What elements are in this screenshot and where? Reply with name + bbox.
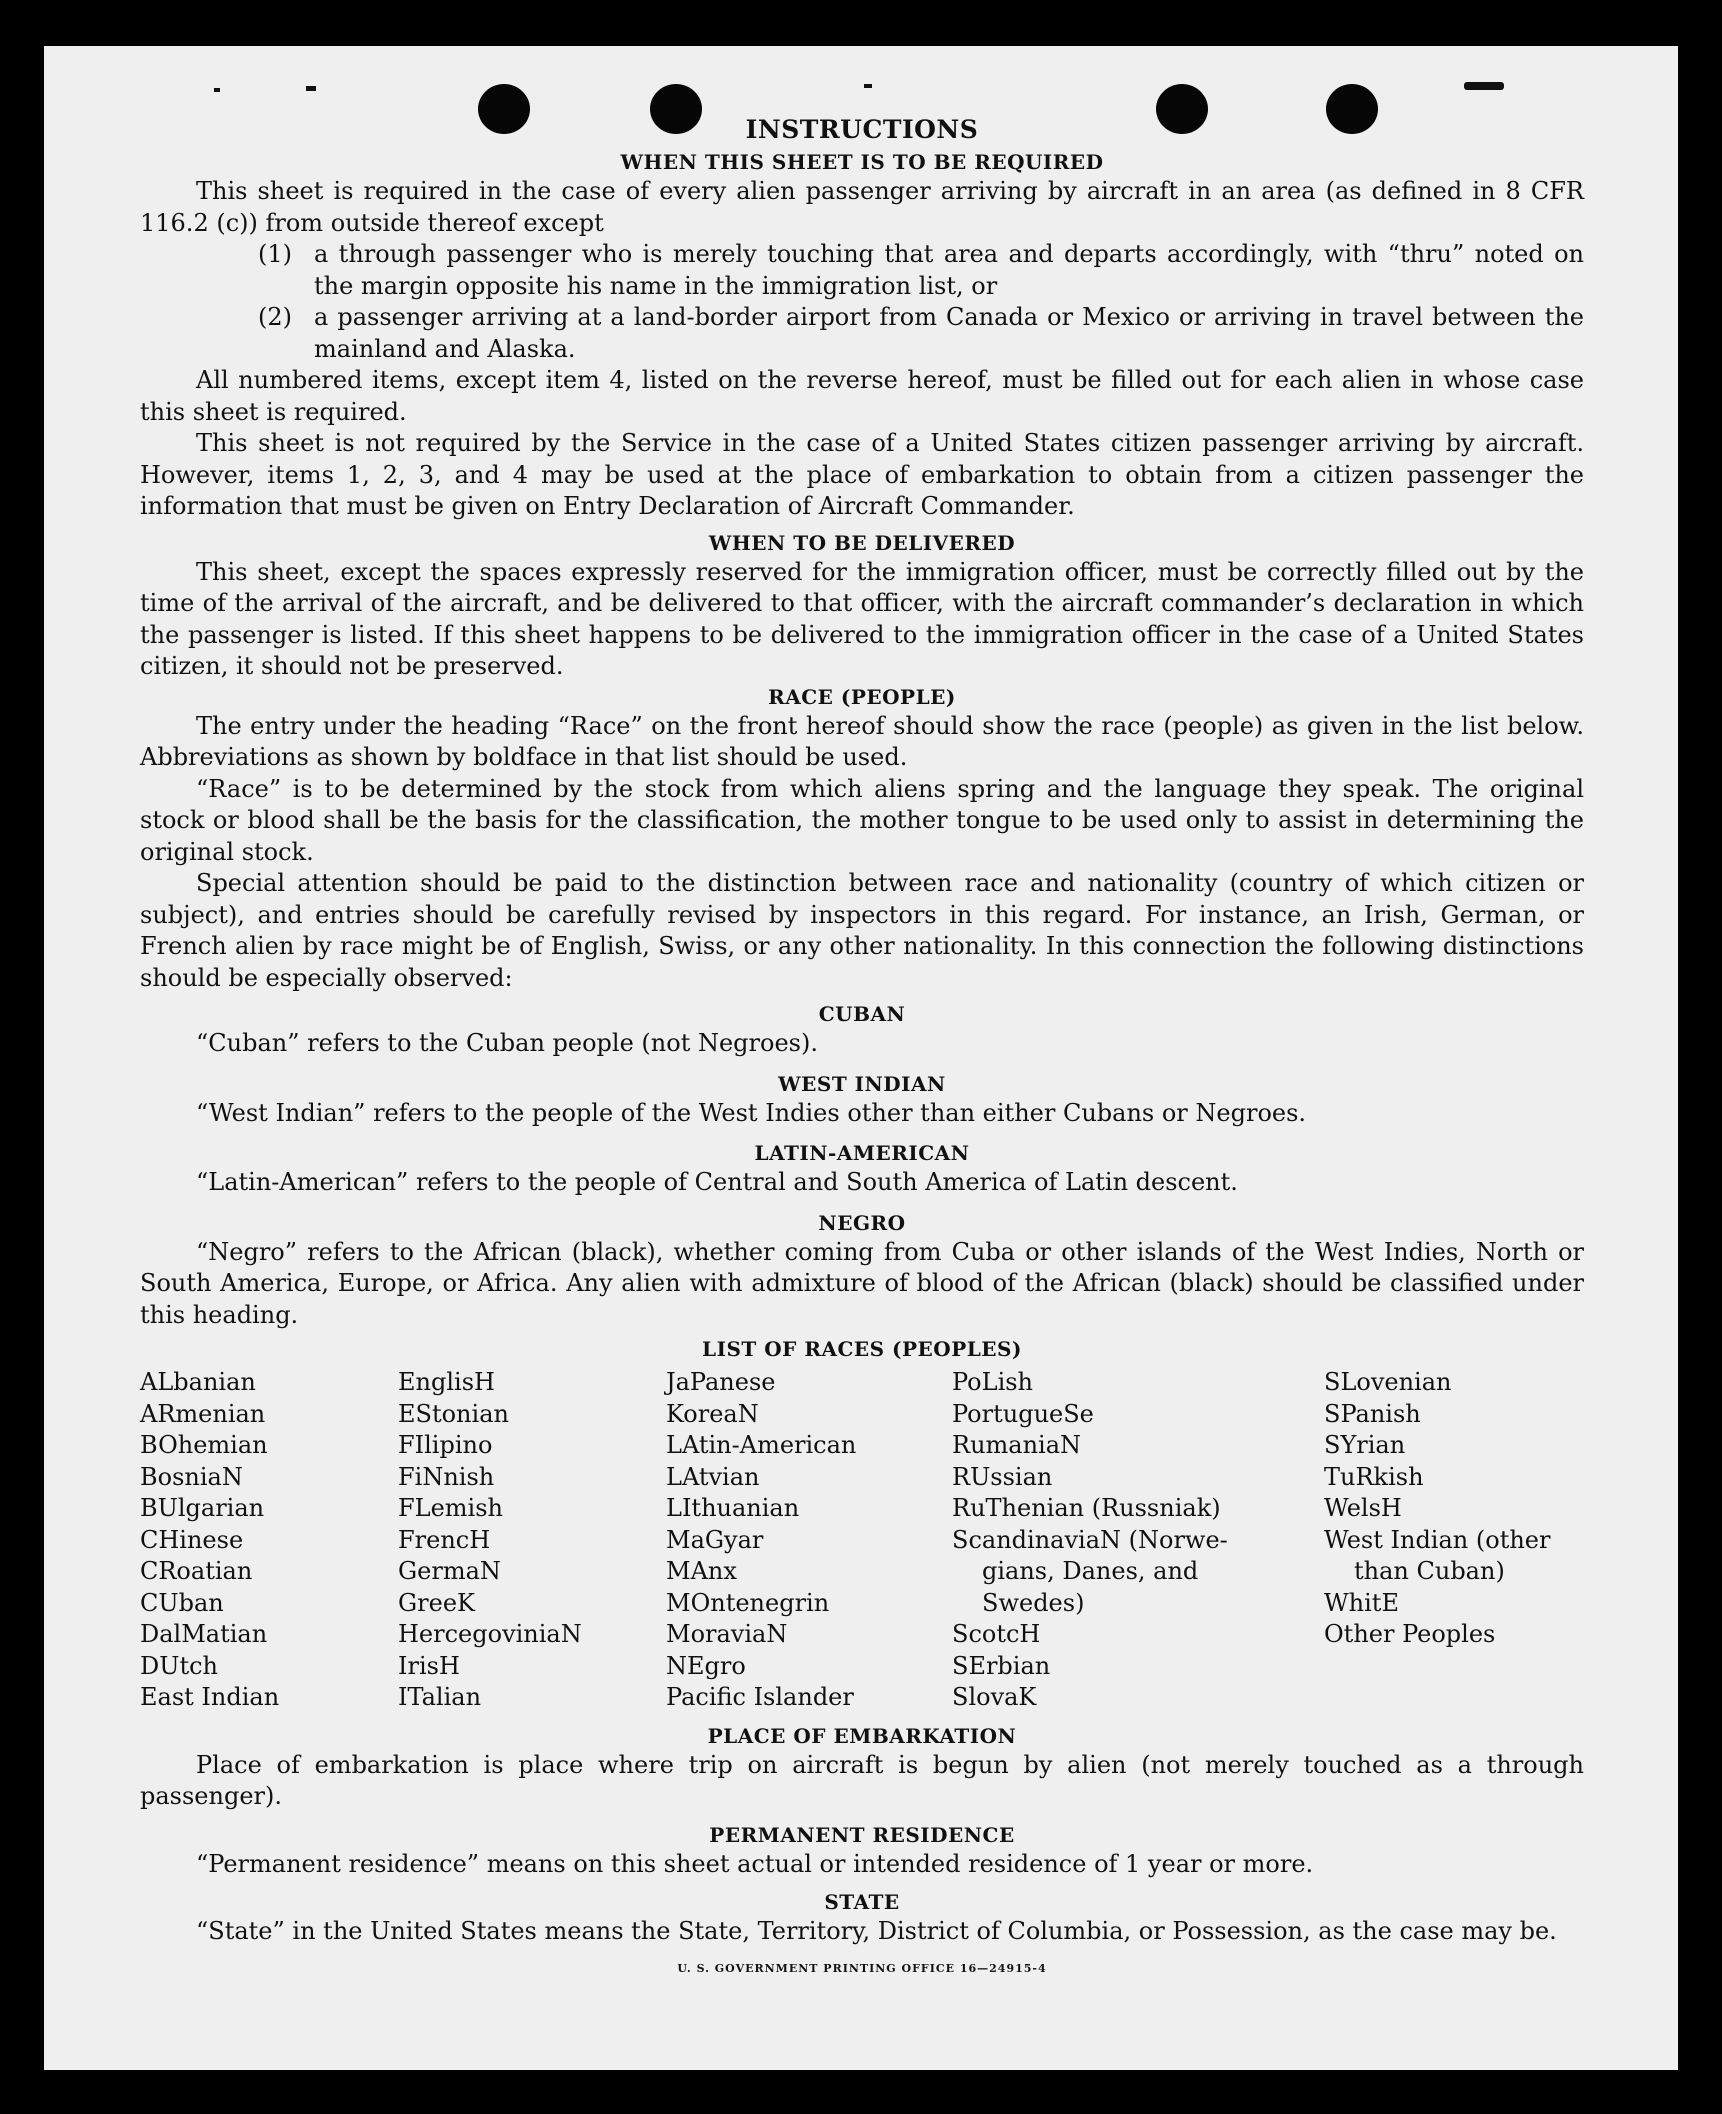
race-entry: BOhemian: [140, 1431, 268, 1459]
race-entry: Other Peoples: [1324, 1620, 1496, 1648]
race-entry: BosniaN: [140, 1462, 243, 1491]
race-entry: WhitE: [1324, 1588, 1399, 1617]
cuban-text: “Cuban” refers to the Cuban people (not Negroes).: [196, 1029, 818, 1057]
heading-state: STATE: [824, 1890, 900, 1914]
delivered-paragraph: This sheet, except the spaces expressly reserved for the immigration officer, must be correctly filled out by the time of the arrival of the aircraft, and be delivered to that officer, with the aircraft commander’s declaration in which the passenger is listed. If this sheet happens to be delivered to the immigration officer in the case of a United States citizen, it should not be preserved.: [140, 557, 1584, 680]
races-column-1: [140, 1367, 398, 1714]
instructions-content: [140, 112, 1584, 1975]
race-entry: CUban: [140, 1588, 224, 1617]
race-entry: ITalian: [398, 1683, 482, 1711]
race-paragraph-1: The entry under the heading “Race” on the front hereof should show the race (people) as given in the list below. Abbreviations as shown by boldface in that list should be used.: [140, 711, 1584, 771]
race-entry: East Indian: [140, 1683, 280, 1711]
race-entry: FrencH: [398, 1525, 491, 1554]
race-entry: MoraviaN: [666, 1620, 788, 1648]
race-entry: LIthuanian: [666, 1494, 800, 1522]
race-entry: SLovenian: [1324, 1368, 1452, 1396]
race-entry: ALbanian: [140, 1368, 256, 1396]
heading-race: RACE (PEOPLE): [768, 684, 956, 709]
race-entry: CRoatian: [140, 1557, 253, 1585]
race-entry: RuThenian (Russniak): [952, 1494, 1221, 1522]
race-entry: ScandinaviaN (Norwe-: [952, 1525, 1228, 1554]
exception-number: (2): [258, 303, 292, 331]
race-entry: MAnx: [666, 1557, 737, 1585]
race-entry: GermaN: [398, 1557, 501, 1585]
race-entry: DalMatian: [140, 1620, 268, 1648]
negro-text: “Negro” refers to the African (black), whether coming from Cuba or other islands of the West Indies, North or South America, Europe, or Africa. Any alien with admixture of blood of the African (black) should be classified under this heading.: [140, 1237, 1584, 1329]
race-entry: RUssian: [952, 1462, 1053, 1491]
races-column-3: [666, 1367, 952, 1714]
west-indian-text: “West Indian” refers to the people of the West Indies other than either Cubans or Negroes.: [196, 1098, 1307, 1127]
race-entry: MaGyar: [666, 1525, 764, 1554]
heading-permanent-residence: PERMANENT RESIDENCE: [709, 1822, 1015, 1847]
heading-cuban: CUBAN: [818, 1002, 906, 1026]
exception-text: a passenger arriving at a land-border airport from Canada or Mexico or arriving in travel between the mainland and Alaska.: [314, 303, 1584, 363]
races-list: [140, 1367, 1584, 1714]
printing-office-footer: U. S. GOVERNMENT PRINTING OFFICE 16—24915-4: [677, 1961, 1047, 1975]
race-entry: JaPanese: [666, 1368, 776, 1396]
race-entry: PoLish: [952, 1368, 1034, 1396]
race-entry: PortugueSe: [952, 1399, 1094, 1428]
race-entry: EnglisH: [398, 1368, 495, 1396]
race-entry: WelsH: [1324, 1494, 1402, 1522]
exception-item: [258, 302, 1584, 365]
scan-speck: [1464, 82, 1504, 90]
exception-number: (1): [258, 240, 292, 268]
race-entry: RumaniaN: [952, 1431, 1082, 1459]
races-column-5: [1324, 1367, 1584, 1714]
required-intro: This sheet is required in the case of every alien passenger arriving by aircraft in an area (as defined in 8 CFR 116.2 (c)) from outside thereof except: [140, 177, 1584, 237]
heading-negro: NEGRO: [818, 1210, 906, 1235]
exception-item: [258, 239, 1584, 302]
race-entry: Pacific Islander: [666, 1683, 854, 1711]
race-entry: KoreaN: [666, 1399, 759, 1428]
race-entry: ARmenian: [140, 1399, 266, 1428]
race-entry: LAtin-American: [666, 1431, 857, 1459]
race-entry-continued: than Cuban): [1354, 1557, 1505, 1585]
race-entry: FiNnish: [398, 1462, 495, 1491]
scan-speck: [306, 86, 316, 91]
heading-place-of-embarkation: PLACE OF EMBARKATION: [707, 1723, 1017, 1748]
race-entry: SPanish: [1324, 1399, 1421, 1428]
race-entry: BUlgarian: [140, 1494, 265, 1522]
embarkation-text: Place of embarkation is place where trip on aircraft is begun by alien (not merely touched as a through passenger).: [140, 1750, 1584, 1810]
residence-text: “Permanent residence” means on this sheet actual or intended residence of 1 year or more.: [196, 1849, 1314, 1878]
race-paragraph-2: “Race” is to be determined by the stock from which aliens spring and the language they speak. The original stock or blood shall be the basis for the classification, the mother tongue to be used only to assist in determining the original stock.: [140, 774, 1584, 866]
heading-when-required: WHEN THIS SHEET IS TO BE REQUIRED: [620, 150, 1104, 174]
race-entry: DUtch: [140, 1651, 219, 1680]
race-entry: ScotcH: [952, 1620, 1041, 1648]
race-entry: MOntenegrin: [666, 1588, 830, 1617]
race-paragraph-3: Special attention should be paid to the distinction between race and nationality (country of which citizen or subject), and entries should be carefully revised by inspectors in this regard. For instance, an Irish, German, or French alien by race might be of English, Swiss, or any other nationality. In this connection the following distinctions should be especially observed:: [140, 869, 1584, 992]
race-entry: FIlipino: [398, 1431, 493, 1459]
race-entry: SlovaK: [952, 1683, 1037, 1711]
race-entry: HercegoviniaN: [398, 1620, 582, 1648]
numbered-items-paragraph: All numbered items, except item 4, listed on the reverse hereof, must be filled out for each alien in whose case this sheet is required.: [140, 366, 1584, 426]
race-entry: IrisH: [398, 1651, 460, 1680]
document-sheet: [44, 46, 1678, 2070]
heading-west-indian: WEST INDIAN: [778, 1071, 946, 1096]
races-column-2: [398, 1367, 666, 1714]
race-entry: EStonian: [398, 1399, 509, 1428]
race-entry: TuRkish: [1324, 1462, 1424, 1491]
race-entry: NEgro: [666, 1651, 746, 1680]
citizen-paragraph: This sheet is not required by the Service in the case of a United States citizen passenger arriving by aircraft. However, items 1, 2, 3, and 4 may be used at the place of embarkation to obtain from a citizen passenger the information that must be given on Entry Declaration of Aircraft Commander.: [140, 429, 1584, 520]
scan-speck: [864, 84, 872, 88]
race-entry: GreeK: [398, 1588, 475, 1617]
heading-latin-american: LATIN-AMERICAN: [754, 1141, 970, 1165]
scan-speck: [214, 88, 220, 92]
race-entry: FLemish: [398, 1494, 503, 1522]
latin-american-text: “Latin-American” refers to the people of Central and South America of Latin descent.: [196, 1168, 1238, 1196]
race-entry-continued: Swedes): [982, 1588, 1085, 1617]
race-entry: SErbian: [952, 1651, 1051, 1680]
heading-list-of-races: LIST OF RACES (PEOPLES): [702, 1337, 1022, 1361]
exception-text: a through passenger who is merely touching that area and departs accordingly, with “thru” noted on the margin opposite his name in the immigration list, or: [314, 240, 1584, 300]
race-entry: CHinese: [140, 1525, 244, 1554]
heading-when-delivered: WHEN TO BE DELIVERED: [708, 530, 1016, 555]
race-entry: SYrian: [1324, 1431, 1406, 1459]
races-column-4: [952, 1367, 1242, 1714]
state-text: “State” in the United States means the State, Territory, District of Columbia, or Possession, as the case may be.: [196, 1917, 1557, 1945]
race-entry: LAtvian: [666, 1462, 760, 1491]
race-entry-continued: gians, Danes, and: [982, 1557, 1199, 1585]
page-title: INSTRUCTIONS: [745, 115, 979, 144]
race-entry: West Indian (other: [1324, 1525, 1551, 1554]
